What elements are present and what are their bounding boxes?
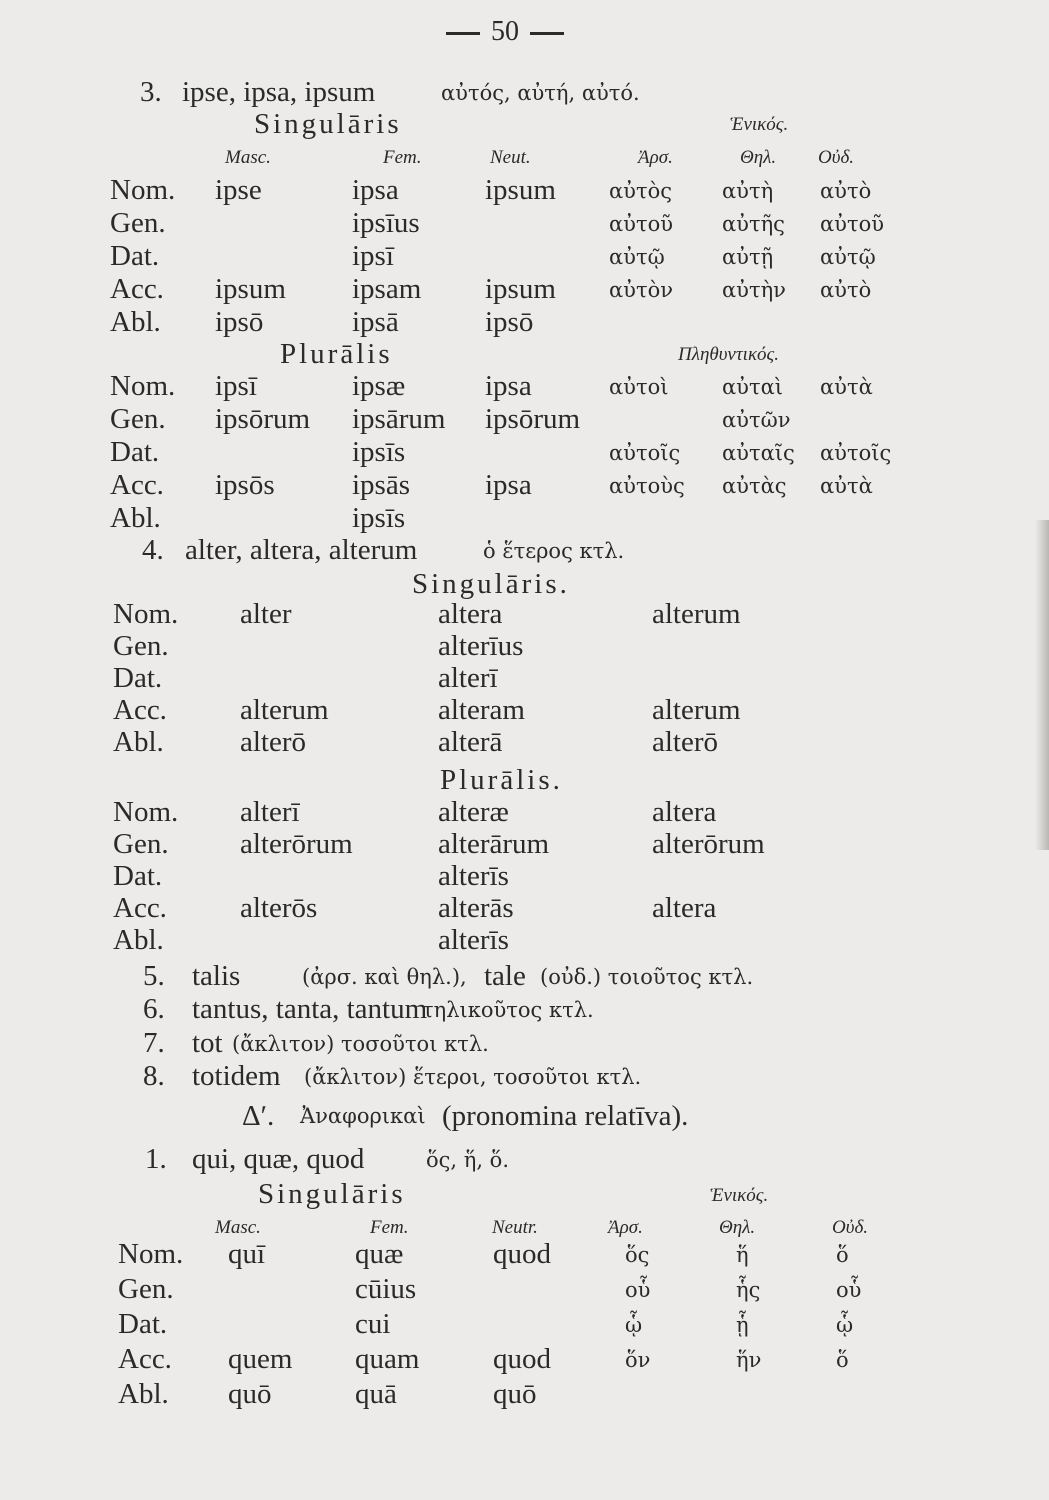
form-masc: ipsōs — [215, 469, 275, 501]
greek-form-neut: αὐτὸ — [820, 278, 872, 302]
case-label: Acc. — [118, 1343, 172, 1375]
case-label: Gen. — [118, 1273, 174, 1305]
greek-form-masc: αὐτῷ — [609, 245, 665, 269]
enikos-label: Ἑνικός. — [730, 114, 789, 135]
item-number: 8. — [143, 1060, 165, 1092]
case-label: Abl. — [110, 306, 161, 338]
form-neut: alterum — [652, 598, 741, 630]
form-fem: quam — [355, 1343, 420, 1375]
item-greek: (οὐδ.) τοιοῦτος κτλ. — [540, 965, 754, 989]
binding-shadow — [1035, 520, 1049, 850]
column-header-greek: Θηλ. — [740, 147, 777, 168]
greek-form-fem: αὐταῖς — [722, 441, 795, 465]
greek-form-masc: ὅς — [625, 1243, 650, 1267]
column-header-greek: Ἀρσ. — [638, 147, 673, 168]
case-label: Abl. — [118, 1378, 169, 1410]
greek-form-masc: αὐτοὶ — [609, 375, 669, 399]
greek-form-masc: ᾧ — [625, 1313, 643, 1337]
item-greek: (ἀρσ. καὶ θηλ.), — [302, 965, 467, 989]
form-masc: alter — [240, 598, 292, 630]
greek-form-fem: αὐτὴν — [722, 278, 786, 302]
form-fem: ipsīs — [352, 436, 406, 468]
greek-form-neut: αὐτῷ — [820, 245, 876, 269]
item-latin: talis — [192, 960, 241, 992]
form-neut: ipsum — [485, 174, 556, 206]
column-header-latin: Masc. — [225, 147, 271, 168]
greek-form-neut: ᾧ — [836, 1313, 854, 1337]
page-number: 50 — [491, 16, 519, 47]
page-number-dash-left — [446, 32, 480, 35]
form-masc: quō — [228, 1378, 272, 1410]
section-title-latin: alter, altera, alterum — [185, 534, 418, 566]
case-label: Gen. — [113, 630, 169, 662]
case-label: Dat. — [118, 1308, 168, 1340]
column-header-latin: Fem. — [370, 1217, 409, 1238]
form-neut: alterōrum — [652, 828, 765, 860]
form-neut: ipsa — [485, 370, 532, 402]
form-masc: alterōrum — [240, 828, 353, 860]
form-masc: ipsō — [215, 306, 264, 338]
form-neut: ipsō — [485, 306, 534, 338]
form-neut: quod — [493, 1238, 551, 1270]
singularis-label: Singulāris — [254, 108, 402, 140]
column-header-latin: Neutr. — [492, 1217, 538, 1238]
singularis-label: Singulāris. — [412, 568, 570, 600]
case-label: Nom. — [113, 598, 179, 630]
case-label: Dat. — [110, 240, 160, 272]
form-masc: alterum — [240, 694, 329, 726]
case-label: Acc. — [110, 469, 164, 501]
form-fem: ipsæ — [352, 370, 406, 402]
form-fem: ipsīs — [352, 502, 406, 534]
section-title-latin: qui, quæ, quod — [192, 1143, 365, 1175]
form-fem: ipsam — [352, 273, 422, 305]
case-label: Nom. — [118, 1238, 184, 1270]
form-masc: alterī — [240, 796, 300, 828]
greek-form-fem: αὐτῶν — [722, 408, 791, 432]
case-label: Gen. — [110, 207, 166, 239]
column-header-latin: Masc. — [215, 1217, 261, 1238]
form-masc: quem — [228, 1343, 293, 1375]
form-fem: alterī — [438, 662, 498, 694]
form-fem: cūius — [355, 1273, 417, 1305]
greek-form-masc: αὐτοῦ — [609, 212, 673, 236]
section-title-greek: αὐτός, αὐτή, αὐτό. — [441, 81, 640, 105]
page-number-dash-right — [530, 32, 564, 35]
form-fem: alterās — [438, 892, 514, 924]
form-masc: ipsī — [215, 370, 257, 402]
form-neut: quod — [493, 1343, 551, 1375]
form-neut: altera — [652, 796, 717, 828]
section-number: 3. — [140, 76, 162, 108]
form-fem: alteram — [438, 694, 525, 726]
form-fem: ipsīus — [352, 207, 420, 239]
form-masc: ipsōrum — [215, 403, 311, 435]
form-neut: alterum — [652, 694, 741, 726]
form-fem: quæ — [355, 1238, 404, 1270]
item-greek: (ἄκλιτον) τοσοῦτοι κτλ. — [232, 1032, 489, 1056]
greek-form-neut: ὅ — [836, 1243, 849, 1267]
greek-form-masc: αὐτὸς — [609, 179, 672, 203]
item-latin: tale — [484, 960, 526, 992]
pluralis-label: Plurālis — [280, 338, 393, 370]
form-fem: ipsī — [352, 240, 394, 272]
column-header-greek: Ἀρσ. — [608, 1217, 643, 1238]
section-greek: Ἀναφορικαὶ — [300, 1104, 426, 1128]
case-label: Nom. — [110, 370, 176, 402]
case-label: Nom. — [110, 174, 176, 206]
greek-form-neut: αὐτοῦ — [820, 212, 884, 236]
form-fem: alterā — [438, 726, 503, 758]
column-header-latin: Fem. — [383, 147, 422, 168]
item-greek: τηλικοῦτος κτλ. — [422, 998, 594, 1022]
case-label: Gen. — [110, 403, 166, 435]
greek-form-neut: αὐτὰ — [820, 474, 873, 498]
singularis-label: Singulāris — [258, 1178, 406, 1210]
form-fem: ipsārum — [352, 403, 446, 435]
column-header-greek: Οὐδ. — [832, 1217, 869, 1238]
form-masc: ipsum — [215, 273, 286, 305]
form-masc: alterō — [240, 726, 307, 758]
greek-form-masc: αὐτὸν — [609, 278, 673, 302]
form-masc: ipse — [215, 174, 262, 206]
form-fem: alterārum — [438, 828, 550, 860]
case-label: Abl. — [113, 924, 164, 956]
greek-form-neut: αὐτοῖς — [820, 441, 892, 465]
greek-form-fem: αὐταὶ — [722, 375, 783, 399]
greek-form-fem: αὐτῇ — [722, 245, 774, 269]
greek-form-masc: αὐτοῖς — [609, 441, 681, 465]
greek-form-masc: αὐτοὺς — [609, 474, 685, 498]
item-latin: totidem — [192, 1060, 281, 1092]
form-neut: ipsa — [485, 469, 532, 501]
greek-form-fem: ᾗ — [736, 1313, 749, 1337]
case-label: Acc. — [110, 273, 164, 305]
form-neut: quō — [493, 1378, 537, 1410]
greek-form-fem: αὐτὰς — [722, 474, 787, 498]
form-masc: quī — [228, 1238, 266, 1270]
form-fem: alteræ — [438, 796, 509, 828]
greek-form-fem: ἥν — [736, 1348, 762, 1372]
case-label: Acc. — [113, 694, 167, 726]
item-latin: tantus, tanta, tantum — [192, 993, 428, 1025]
greek-form-fem: ἧς — [736, 1278, 761, 1302]
section-number: 1. — [145, 1143, 167, 1175]
form-neut: alterō — [652, 726, 719, 758]
case-label: Gen. — [113, 828, 169, 860]
item-latin: tot — [192, 1027, 223, 1059]
greek-form-neut: οὗ — [836, 1278, 862, 1302]
greek-form-masc: οὗ — [625, 1278, 651, 1302]
form-fem: ipsā — [352, 306, 399, 338]
form-fem: ipsa — [352, 174, 399, 206]
form-fem: altera — [438, 598, 503, 630]
item-number: 6. — [143, 993, 165, 1025]
case-label: Dat. — [113, 860, 163, 892]
case-label: Abl. — [110, 502, 161, 534]
greek-form-neut: ὅ — [836, 1348, 849, 1372]
column-header-greek: Οὐδ. — [818, 147, 855, 168]
form-fem: alterīs — [438, 924, 509, 956]
enikos-label: Ἑνικός. — [710, 1185, 769, 1206]
greek-form-fem: ἥ — [736, 1243, 749, 1267]
column-header-latin: Neut. — [490, 147, 531, 168]
item-number: 7. — [143, 1027, 165, 1059]
section-title-latin: ipse, ipsa, ipsum — [182, 76, 376, 108]
case-label: Abl. — [113, 726, 164, 758]
item-greek: (ἄκλιτον) ἕτεροι, τοσοῦτοι κτλ. — [304, 1065, 642, 1089]
section-title-greek: ὁ ἕτερος κτλ. — [483, 539, 625, 563]
form-fem: alterīs — [438, 860, 509, 892]
greek-form-masc: ὅν — [625, 1348, 651, 1372]
form-fem: alterīus — [438, 630, 524, 662]
form-masc: alterōs — [240, 892, 318, 924]
case-label: Dat. — [113, 662, 163, 694]
section-letter: Δʹ. — [242, 1100, 275, 1132]
item-number: 5. — [143, 960, 165, 992]
plethyntikos-label: Πληθυντικός. — [678, 344, 780, 365]
column-header-greek: Θηλ. — [719, 1217, 756, 1238]
greek-form-neut: αὐτὰ — [820, 375, 873, 399]
section-latin: (pronomina relatīva). — [442, 1100, 689, 1132]
greek-form-fem: αὐτῆς — [722, 212, 785, 236]
greek-form-neut: αὐτὸ — [820, 179, 872, 203]
case-label: Nom. — [113, 796, 179, 828]
form-neut: ipsōrum — [485, 403, 581, 435]
pluralis-label: Plurālis. — [440, 764, 563, 796]
form-neut: altera — [652, 892, 717, 924]
section-title-greek: ὅς, ἥ, ὅ. — [426, 1148, 510, 1172]
form-fem: cui — [355, 1308, 391, 1340]
section-number: 4. — [142, 534, 164, 566]
greek-form-fem: αὐτὴ — [722, 179, 774, 203]
case-label: Dat. — [110, 436, 160, 468]
form-neut: ipsum — [485, 273, 556, 305]
case-label: Acc. — [113, 892, 167, 924]
form-fem: quā — [355, 1378, 397, 1410]
form-fem: ipsās — [352, 469, 410, 501]
